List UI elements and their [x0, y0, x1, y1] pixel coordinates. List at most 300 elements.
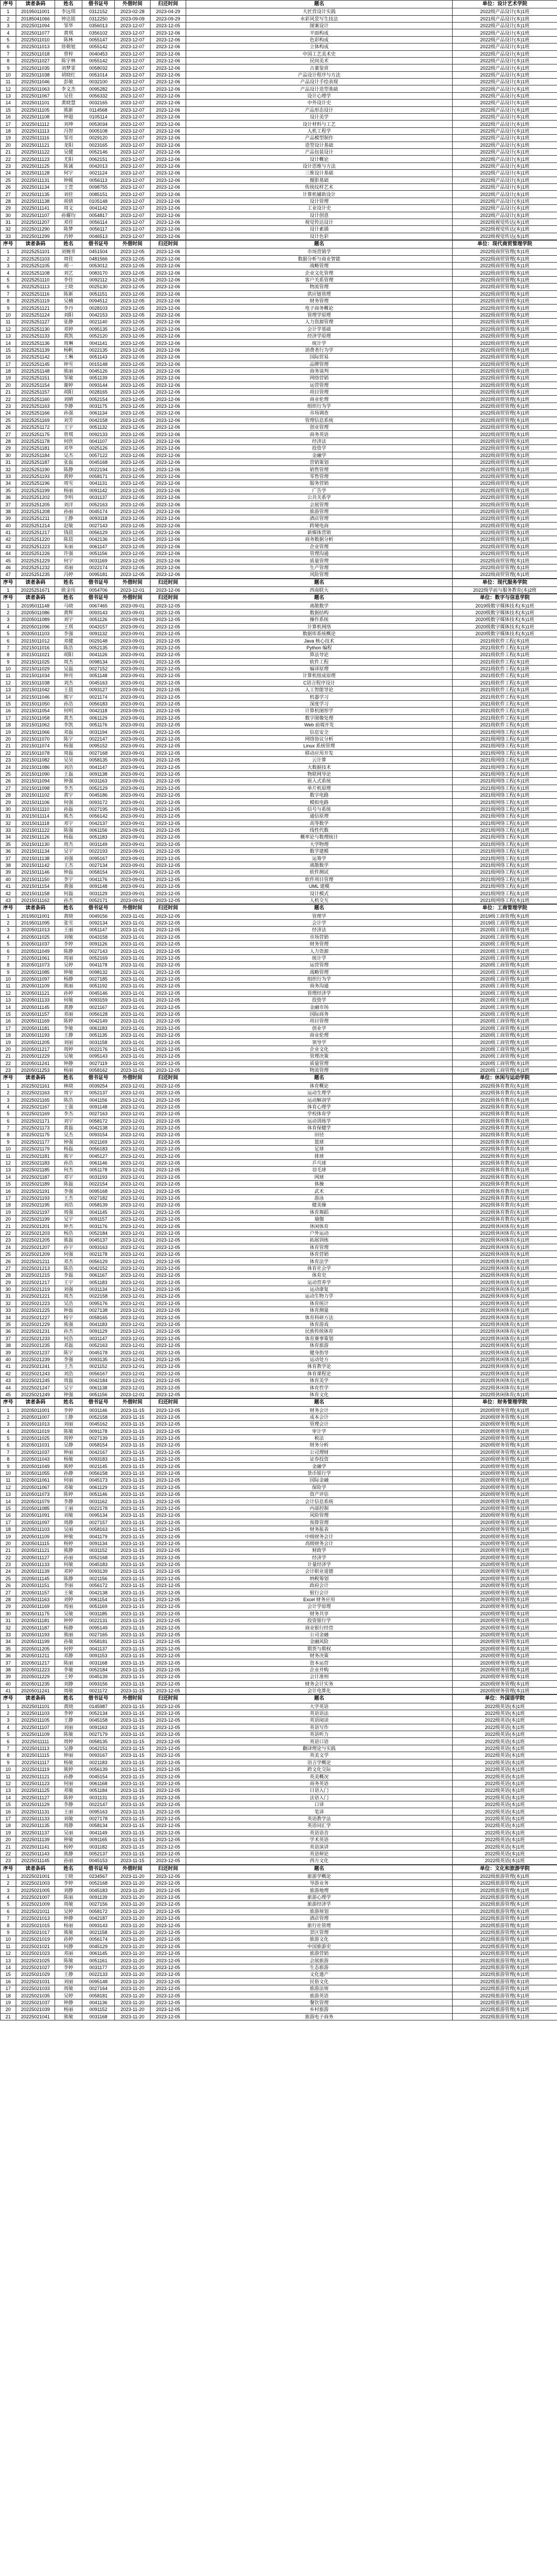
- cell-return-date: 2023-12-05: [151, 1498, 186, 1505]
- cell-seq: 5: [1, 1901, 16, 1908]
- cell-unit-class: 2021级网络工程(本)1班: [453, 764, 557, 770]
- cell-return-date: 2023-12-06: [151, 529, 186, 536]
- table-row: [1, 536, 557, 543]
- cell-unit-class: 2022级商贸管理(本)1班: [453, 515, 557, 522]
- table-row: [1, 571, 557, 578]
- cell-seq: 1: [1, 602, 16, 609]
- cell-card-number: 0052163: [82, 1342, 115, 1349]
- table-row: [1, 367, 557, 374]
- cell-reader-barcode: 20205011133: [16, 997, 55, 1004]
- cell-card-number: 0049156: [82, 912, 115, 919]
- cell-seq: 20: [1, 382, 16, 388]
- cell-unit-class: 2022级英语(本)1班: [453, 1794, 557, 1801]
- table-row: [1, 340, 557, 346]
- table-row: [1, 1004, 557, 1010]
- cell-unit-class: 2022级旅游管理(本)1班: [453, 2006, 557, 2013]
- cell-unit-class: 2022级商贸管理(本)1班: [453, 255, 557, 262]
- cell-unit-class: 2022级商贸管理(本)1班: [453, 487, 557, 494]
- cell-reader-name: 钟敏: [55, 969, 82, 975]
- cell-return-date: 2023-12-05: [151, 1188, 186, 1194]
- cell-seq: 11: [1, 983, 16, 990]
- cell-checkout-date: 2023-09-01: [115, 876, 151, 883]
- cell-reader-barcode: 20205011055: [16, 1470, 55, 1476]
- cell-card-number: 0092134: [82, 919, 115, 926]
- cell-card-number: 0093172: [82, 799, 115, 806]
- table-row: [1, 827, 557, 833]
- cell-checkout-date: 2023-11-01: [115, 990, 151, 996]
- cell-reader-barcode: 20215011138: [16, 855, 55, 862]
- cell-return-date: 2023-12-05: [151, 1794, 186, 1801]
- table-row: [1, 114, 557, 121]
- cell-unit-class: 2020级财务管理(本)1班: [453, 1582, 557, 1589]
- cell-reader-name: 钟敏: [55, 1836, 82, 1843]
- cell-seq: 2: [1, 1880, 16, 1887]
- cell-reader-barcode: 20225021001: [16, 1873, 55, 1879]
- cell-reader-barcode: 20205011091: [16, 1512, 55, 1519]
- cell-seq: 9: [1, 1759, 16, 1766]
- cell-reader-name: 杨丽: [55, 1067, 82, 1073]
- cell-seq: 19: [1, 1209, 16, 1215]
- cell-checkout-date: 2023-11-15: [115, 1731, 151, 1738]
- cell-reader-name: 杨丽: [55, 2006, 82, 2013]
- cell-book-title: Python 编程: [186, 644, 453, 651]
- cell-checkout-date: 2023-11-15: [115, 1780, 151, 1787]
- cell-reader-barcode: 20225021201: [16, 1223, 55, 1230]
- cell-checkout-date: 2023-12-01: [115, 1138, 151, 1145]
- cell-reader-name: 吴宇: [55, 1384, 82, 1391]
- cell-book-title: 体育教学论: [186, 1363, 453, 1370]
- table-header-row: [1, 1074, 557, 1082]
- cell-book-title: 学术英语: [186, 1836, 453, 1843]
- cell-checkout-date: 2023-12-01: [115, 1230, 151, 1236]
- cell-seq: 40: [1, 522, 16, 529]
- table-header-row: [1, 1399, 557, 1407]
- cell-unit-class: 2020级工商管理(本)1班: [453, 962, 557, 969]
- cell-unit-class: 2022级体育教育(本)1班: [453, 1111, 557, 1117]
- cell-return-date: 2023-12-06: [151, 389, 186, 396]
- cell-reader-barcode: 20225251142: [16, 354, 55, 361]
- cell-checkout-date: 2023-09-01: [115, 616, 151, 623]
- cell-book-title: 保险学: [186, 1484, 453, 1491]
- cell-checkout-date: 2023-11-15: [115, 1843, 151, 1850]
- table-row: [1, 1194, 557, 1201]
- cell-card-number: 0055142: [82, 57, 115, 64]
- cell-unit-class: 2020级财务管理(本)1班: [453, 1540, 557, 1547]
- cell-unit-class: 2022级商贸管理(本)1班: [453, 325, 557, 332]
- cell-book-title: 旅游心理学: [186, 1894, 453, 1900]
- cell-checkout-date: 2023-12-05: [115, 375, 151, 382]
- cell-reader-name: 熊杰: [55, 813, 82, 820]
- cell-card-number: 0042167: [82, 1449, 115, 1455]
- cell-seq: 8: [1, 1456, 16, 1463]
- cell-return-date: 2023-12-06: [151, 205, 186, 212]
- cell-book-title: 商业伦理: [186, 1032, 453, 1039]
- cell-reader-name: 欧金珏: [55, 586, 82, 593]
- cell-checkout-date: 2023-12-05: [115, 403, 151, 409]
- cell-card-number: 0031193: [82, 1173, 115, 1180]
- cell-seq: 18: [1, 1526, 16, 1532]
- cell-seq: 26: [1, 424, 16, 431]
- cell-checkout-date: 2023-11-20: [115, 1873, 151, 1879]
- table-row: [1, 1915, 557, 1922]
- table-row: [1, 473, 557, 480]
- cell-reader-name: 王萱: [55, 183, 82, 190]
- cell-checkout-date: 2023-12-01: [115, 1132, 151, 1138]
- cell-checkout-date: 2023-09-01: [115, 658, 151, 665]
- table-row: [1, 791, 557, 798]
- cell-reader-barcode: 20225021245: [16, 1377, 55, 1384]
- cell-return-date: 2023-12-05: [151, 1328, 186, 1335]
- cell-card-number: 0027168: [82, 749, 115, 756]
- cell-return-date: 2023-12-05: [151, 1004, 186, 1010]
- cell-reader-name: 杨静: [55, 975, 82, 982]
- table-row: [1, 71, 557, 78]
- table-row: [1, 354, 557, 361]
- cell-reader-barcode: 20225251145: [16, 361, 55, 367]
- cell-seq: 36: [1, 1652, 16, 1659]
- cell-book-title: 旅游营销: [186, 1950, 453, 1957]
- table-row: [1, 1901, 557, 1908]
- cell-card-number: 0027163: [82, 1111, 115, 1117]
- cell-card-number: 0027165: [82, 1631, 115, 1638]
- cell-return-date: 2023-12-05: [151, 1759, 186, 1766]
- cell-unit-class: 2020级财务管理(本)1班: [453, 1449, 557, 1455]
- cell-reader-barcode: 20225011141: [16, 205, 55, 212]
- cell-return-date: 2023-12-06: [151, 311, 186, 318]
- cell-return-date: 2023-12-06: [151, 550, 186, 557]
- cell-reader-name: 钟媛: [55, 177, 82, 183]
- cell-unit-class: 2022级商贸管理(本)1班: [453, 332, 557, 339]
- cell-reader-name: 熊婷: [55, 1463, 82, 1470]
- cell-card-number: 0092112: [82, 276, 115, 283]
- cell-reader-barcode: 20195011148: [16, 602, 55, 609]
- cell-return-date: 2023-12-06: [151, 248, 186, 255]
- cell-unit-class: 2022级旅游管理(本)1班: [453, 1894, 557, 1900]
- cell-reader-barcode: 20205011073: [16, 1491, 55, 1498]
- cell-seq: 14: [1, 1794, 16, 1801]
- cell-seq: 9: [1, 305, 16, 311]
- cell-reader-name: 何敏: [55, 1561, 82, 1568]
- cell-reader-barcode: 20225021177: [16, 1138, 55, 1145]
- cell-seq: 46: [1, 564, 16, 571]
- cell-checkout-date: 2023-09-01: [115, 609, 151, 616]
- cell-reader-barcode: 20215011086: [16, 764, 55, 770]
- table-row: [1, 735, 557, 742]
- cell-reader-name: 李强: [55, 1188, 82, 1194]
- cell-seq: 10: [1, 1766, 16, 1773]
- cell-seq: 35: [1, 841, 16, 847]
- cell-return-date: 2023-12-05: [151, 1717, 186, 1724]
- cell-book-title: 纳税筹划: [186, 1575, 453, 1582]
- cell-checkout-date: 2023-12-01: [115, 1384, 151, 1391]
- cell-reader-name: 吴婷: [55, 962, 82, 969]
- cell-reader-name: 钟杰: [55, 1223, 82, 1230]
- cell-seq: 14: [1, 1173, 16, 1180]
- cell-book-title: 质量管理: [186, 557, 453, 564]
- cell-card-number: 0091178: [82, 1428, 115, 1434]
- cell-checkout-date: 2023-09-01: [115, 756, 151, 763]
- cell-unit-class: 2020级工商管理(本)1班: [453, 933, 557, 940]
- cell-card-number: 0045153: [82, 1857, 115, 1864]
- cell-return-date: 2023-12-05: [151, 1815, 186, 1822]
- table-row: [1, 1752, 557, 1759]
- table-row: [1, 438, 557, 444]
- cell-reader-barcode: 20225011013: [16, 44, 55, 50]
- cell-reader-name: 熊丽: [55, 983, 82, 990]
- cell-seq: 20: [1, 1046, 16, 1052]
- cell-checkout-date: 2023-12-05: [115, 325, 151, 332]
- cell-seq: 14: [1, 1964, 16, 1971]
- cell-reader-name: 陈静: [55, 1575, 82, 1582]
- cell-unit-class: 2021级软件工程(本)1班: [453, 665, 557, 672]
- cell-reader-name: 何宇: [55, 170, 82, 177]
- cell-reader-barcode: 20225251119: [16, 298, 55, 305]
- header-card-number: 借书证号: [82, 1074, 115, 1082]
- cell-return-date: 2023-12-05: [151, 1449, 186, 1455]
- cell-card-number: 0091163: [82, 1724, 115, 1731]
- cell-book-title: Java 核心技术: [186, 637, 453, 644]
- table-row: [1, 1780, 557, 1787]
- cell-unit-class: 2022级体育教育(本)1班: [453, 1159, 557, 1166]
- cell-book-title: 色彩构成: [186, 36, 453, 43]
- cell-card-number: 0058154: [82, 869, 115, 876]
- cell-reader-name: 冯婷: [55, 571, 82, 578]
- cell-seq: 36: [1, 848, 16, 855]
- cell-unit-class: 2022级休闲体育(本)1班: [453, 1293, 557, 1300]
- table-row: [1, 1505, 557, 1512]
- cell-unit-class: 2021级网络工程(本)1班: [453, 862, 557, 868]
- cell-unit-class: 2022级英语(本)1班: [453, 1787, 557, 1794]
- cell-card-number: 0042158: [82, 417, 115, 423]
- cell-checkout-date: 2023-11-20: [115, 1922, 151, 1929]
- cell-unit-class: 2022级商贸管理(本)1班: [453, 290, 557, 297]
- cell-return-date: 2023-12-05: [151, 1766, 186, 1773]
- cell-reader-barcode: 20205011181: [16, 1617, 55, 1624]
- cell-unit-class: 2020级财务管理(本)1班: [453, 1645, 557, 1652]
- cell-reader-barcode: 20205011019: [16, 1428, 55, 1434]
- cell-book-title: Excel 财务应用: [186, 1596, 453, 1603]
- cell-checkout-date: 2023-12-05: [115, 508, 151, 515]
- cell-seq: 24: [1, 1568, 16, 1575]
- cell-return-date: 2023-12-06: [151, 417, 186, 423]
- cell-reader-barcode: 20205011037: [16, 1449, 55, 1455]
- table-row: [1, 1680, 557, 1687]
- cell-return-date: 2023-12-05: [151, 940, 186, 947]
- cell-card-number: 0022193: [82, 848, 115, 855]
- table-row: [1, 410, 557, 417]
- cell-card-number: 0051161: [82, 1957, 115, 1964]
- cell-unit-class: 2022级休闲体育(本)1班: [453, 1356, 557, 1363]
- cell-reader-name: 王杰: [55, 1194, 82, 1201]
- cell-book-title: 供应链管理: [186, 290, 453, 297]
- cell-return-date: 2023-12-06: [151, 354, 186, 361]
- cell-reader-barcode: 20225251226: [16, 550, 55, 557]
- cell-checkout-date: 2023-12-05: [115, 557, 151, 564]
- cell-reader-name: 邓健: [55, 637, 82, 644]
- cell-reader-name: 陈晨: [55, 536, 82, 543]
- cell-card-number: 0095176: [82, 1300, 115, 1307]
- cell-seq: 33: [1, 1631, 16, 1638]
- cell-unit-class: 2022级休闲体育(本)1班: [453, 1237, 557, 1244]
- cell-reader-name: 孙静: [55, 1470, 82, 1476]
- cell-reader-barcode: 20225021041: [16, 2013, 55, 2020]
- cell-seq: 32: [1, 226, 16, 233]
- cell-reader-name: 胡晓红: [55, 71, 82, 78]
- cell-seq: 37: [1, 1659, 16, 1666]
- cell-checkout-date: 2023-11-20: [115, 1985, 151, 1992]
- cell-checkout-date: 2023-12-07: [115, 64, 151, 71]
- cell-reader-barcode: 20225251113: [16, 284, 55, 290]
- cell-reader-name: 熊静: [55, 1547, 82, 1554]
- cell-return-date: 2023-04-29: [151, 8, 186, 15]
- cell-checkout-date: 2023-11-01: [115, 1039, 151, 1046]
- cell-book-title: 离散数学: [186, 862, 453, 868]
- cell-seq: 32: [1, 820, 16, 827]
- cell-reader-barcode: 20225011117: [16, 1759, 55, 1766]
- cell-reader-name: 马晓: [55, 602, 82, 609]
- cell-card-number: 0042137: [82, 820, 115, 827]
- cell-book-title: 经济法: [186, 438, 453, 444]
- cell-unit-class: 2022级体育教育(本)1班: [453, 1188, 557, 1194]
- table-row: [1, 106, 557, 113]
- cell-card-number: 0091132: [82, 630, 115, 637]
- cell-reader-barcode: 20215011046: [16, 693, 55, 700]
- cell-card-number: 0091126: [82, 940, 115, 947]
- header-checkout-date: 外借时间: [115, 594, 151, 602]
- cell-checkout-date: 2023-12-05: [115, 311, 151, 318]
- cell-reader-barcode: 20205011049: [16, 948, 55, 954]
- cell-book-title: 设计思维与方法: [186, 162, 453, 169]
- cell-card-number: 0058162: [82, 1067, 115, 1073]
- table-row: [1, 1421, 557, 1428]
- cell-seq: 4: [1, 623, 16, 630]
- cell-return-date: 2023-12-05: [151, 969, 186, 975]
- cell-unit-class: 2022级休闲体育(本)1班: [453, 1377, 557, 1384]
- cell-unit-class: 2021级软件工程(本)1班: [453, 708, 557, 714]
- cell-seq: 20: [1, 142, 16, 148]
- table-row: [1, 1638, 557, 1645]
- cell-reader-barcode: 20215011016: [16, 644, 55, 651]
- cell-reader-name: 邹华: [55, 22, 82, 29]
- cell-unit-class: 2022级产品设计(本)1班: [453, 177, 557, 183]
- cell-reader-name: 熊丽: [55, 1631, 82, 1638]
- cell-return-date: 2023-12-05: [151, 764, 186, 770]
- cell-card-number: 0031185: [82, 1610, 115, 1617]
- cell-reader-name: 杨磊: [55, 834, 82, 841]
- cell-reader-name: 张静: [55, 319, 82, 325]
- cell-card-number: 0027182: [82, 1194, 115, 1201]
- cell-book-title: 管理经济学: [186, 990, 453, 996]
- cell-card-number: 0095143: [82, 1053, 115, 1060]
- cell-checkout-date: 2023-11-01: [115, 975, 151, 982]
- cell-seq: 36: [1, 494, 16, 501]
- cell-card-number: 0053012: [82, 263, 115, 269]
- cell-seq: 42: [1, 1370, 16, 1377]
- cell-book-title: 设计素描: [186, 226, 453, 233]
- table-row: [1, 1950, 557, 1957]
- cell-reader-barcode: 20225021031: [16, 1978, 55, 1985]
- header-return-date: 归还时间: [151, 241, 186, 248]
- cell-return-date: 2023-12-05: [151, 722, 186, 729]
- cell-reader-barcode: 20225251139: [16, 346, 55, 353]
- cell-return-date: 2023-12-05: [151, 799, 186, 806]
- cell-reader-barcode: 20225251220: [16, 536, 55, 543]
- table-row: [1, 1645, 557, 1652]
- cell-reader-name: 李杰: [55, 1111, 82, 1117]
- cell-reader-name: 杨帆: [55, 346, 82, 353]
- table-row: [1, 205, 557, 212]
- cell-book-title: 笔译: [186, 1808, 453, 1815]
- cell-return-date: 2023-12-06: [151, 170, 186, 177]
- table-row: [1, 1533, 557, 1540]
- cell-reader-barcode: 20205011001: [16, 1407, 55, 1414]
- cell-return-date: 2023-12-05: [151, 1873, 186, 1879]
- header-checkout-date: 外借时间: [115, 1865, 151, 1873]
- table-row: [1, 1414, 557, 1420]
- cell-checkout-date: 2023-12-05: [115, 354, 151, 361]
- cell-seq: 24: [1, 1244, 16, 1251]
- cell-card-number: 0051176: [82, 722, 115, 729]
- cell-reader-barcode: 20205011187: [16, 1624, 55, 1631]
- table-row: [1, 522, 557, 529]
- cell-checkout-date: 2023-09-01: [115, 862, 151, 868]
- cell-reader-name: 王杰: [55, 862, 82, 868]
- cell-return-date: 2023-12-05: [151, 1363, 186, 1370]
- table-row: [1, 708, 557, 714]
- table-row: [1, 729, 557, 735]
- cell-checkout-date: 2023-12-01: [115, 1153, 151, 1159]
- cell-card-number: 0145987: [82, 1703, 115, 1710]
- table-row: [1, 1335, 557, 1342]
- cell-return-date: 2023-12-05: [151, 616, 186, 623]
- cell-checkout-date: 2023-11-15: [115, 1533, 151, 1540]
- cell-unit-class: 2022级旅游管理(本)1班: [453, 1873, 557, 1879]
- table-row: [1, 57, 557, 64]
- cell-book-title: 风险管理: [186, 1512, 453, 1519]
- cell-seq: 7: [1, 954, 16, 961]
- cell-return-date: 2023-12-06: [151, 501, 186, 508]
- cell-unit-class: 2022级视觉传达(本)1班: [453, 226, 557, 233]
- header-card-number: 借书证号: [82, 1399, 115, 1407]
- cell-reader-name: 周婷: [55, 1434, 82, 1441]
- cell-return-date: 2023-12-06: [151, 269, 186, 276]
- cell-reader-barcode: 20205011067: [16, 1484, 55, 1491]
- cell-unit-class: 2022级旅游管理(本)1班: [453, 1887, 557, 1894]
- cell-checkout-date: 2023-12-01: [115, 1300, 151, 1307]
- cell-reader-name: 王强: [55, 1103, 82, 1110]
- cell-reader-name: 陈林: [55, 36, 82, 43]
- cell-book-title: 投资银行学: [186, 1617, 453, 1624]
- cell-reader-name: 杨敏: [55, 1759, 82, 1766]
- cell-return-date: 2023-12-06: [151, 452, 186, 459]
- cell-return-date: 2023-12-06: [151, 564, 186, 571]
- cell-card-number: 0095167: [82, 855, 115, 862]
- cell-unit-class: 2020级财务管理(本)1班: [453, 1554, 557, 1561]
- cell-checkout-date: 2023-12-01: [115, 1279, 151, 1286]
- cell-book-title: 离散数学: [186, 602, 453, 609]
- cell-book-title: 休闲体育: [186, 1223, 453, 1230]
- cell-seq: 4: [1, 1103, 16, 1110]
- cell-checkout-date: 2023-11-15: [115, 1815, 151, 1822]
- cell-checkout-date: 2023-11-20: [115, 1936, 151, 1943]
- cell-book-title: 跨文化交际: [186, 1766, 453, 1773]
- cell-card-number: 0056167: [82, 1370, 115, 1377]
- cell-unit-class: 2020级财务管理(本)1班: [453, 1526, 557, 1532]
- cell-return-date: 2023-12-05: [151, 1666, 186, 1673]
- cell-unit-class: 2020级财务管理(本)1班: [453, 1666, 557, 1673]
- cell-unit-class: 2020级工商管理(本)1班: [453, 940, 557, 947]
- cell-return-date: 2023-12-05: [151, 1377, 186, 1384]
